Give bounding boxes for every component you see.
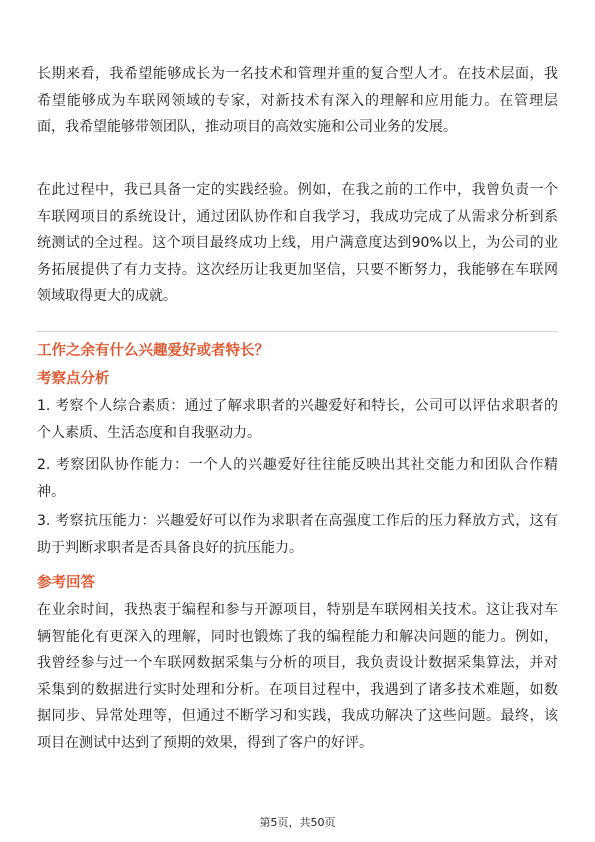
paragraph-line: 领域取得更大的成就。 (37, 288, 177, 305)
page-number: 第5页，共50页 (259, 816, 336, 829)
list-item-line: 神。 (37, 483, 65, 500)
answer-paragraph (37, 597, 558, 757)
analysis-heading: 考察点分析 (37, 371, 110, 387)
body-paragraph-1 (37, 61, 558, 141)
paragraph-line: 长期来看，我希望能够成长为一名技术和管理并重的复合型人才。在技术层面，我 (37, 66, 558, 82)
paragraph-line: 在此过程中，我已具备一定的实践经验。例如，在我之前的工作中，我曾负责一个 (37, 182, 558, 198)
question-title: 工作之余有什么兴趣爱好或者特长？ (37, 343, 269, 359)
paragraph-line: 车联网项目的系统设计，通过团队协作和自我学习，我成功完成了从需求分析到系 (37, 208, 558, 225)
answer-line: 采集到的数据进行实时处理和分析。在项目过程中，我遇到了诸多技术难题，如数 (37, 681, 558, 698)
answer-line: 在业余时间，我热衷于编程和参与开源项目，特别是车联网相关技术。这让我对车 (37, 602, 558, 618)
paragraph-line: 统测试的全过程。这个项目最终成功上线，用户满意度达到90%以上，为公司的业 (37, 235, 558, 252)
answer-line: 辆智能化有更深入的理解，同时也锻炼了我的编程能力和解决问题的能力。例如， (37, 628, 558, 645)
analysis-item-2 (37, 452, 558, 505)
list-item-line: 2. 考察团队协作能力：一个人的兴趣爱好往往能反映出其社交能力和团队合作精 (37, 457, 558, 473)
list-item-line: 助于判断求职者是否具备良好的抗压能力。 (37, 539, 303, 556)
list-item-line: 1. 考察个人综合素质：通过了解求职者的兴趣爱好和特长，公司可以评估求职者的 (37, 398, 558, 414)
list-item-line: 3. 考察抗压能力：兴趣爱好可以作为求职者在高强度工作后的压力释放方式，这有 (37, 513, 558, 529)
answer-heading: 参考回答 (37, 575, 95, 591)
question-section (37, 338, 558, 364)
paragraph-line: 希望能够成为车联网领域的专家，对新技术有深入的理解和应用能力。在管理层 (37, 92, 558, 109)
body-paragraph-2 (37, 177, 558, 310)
answer-line: 项目在测试中达到了预期的效果，得到了客户的好评。 (37, 734, 373, 751)
answer-line: 据同步、异常处理等，但通过不断学习和实践，我成功解决了这些问题。最终，该 (37, 708, 558, 725)
paragraph-line: 务拓展提供了有力支持。这次经历让我更加坚信，只要不断努力，我能够在车联网 (37, 261, 558, 278)
list-item-line: 个人素质、生活态度和自我驱动力。 (37, 424, 261, 441)
section-divider (37, 331, 558, 332)
analysis-section (37, 366, 558, 392)
answer-line: 我曾经参与过一个车联网数据采集与分析的项目，我负责设计数据采集算法，并对 (37, 655, 558, 672)
analysis-item-1 (37, 393, 558, 446)
analysis-item-3 (37, 508, 558, 561)
paragraph-line: 面，我希望能够带领团队，推动项目的高效实施和公司业务的发展。 (37, 119, 457, 136)
answer-section (37, 570, 558, 596)
